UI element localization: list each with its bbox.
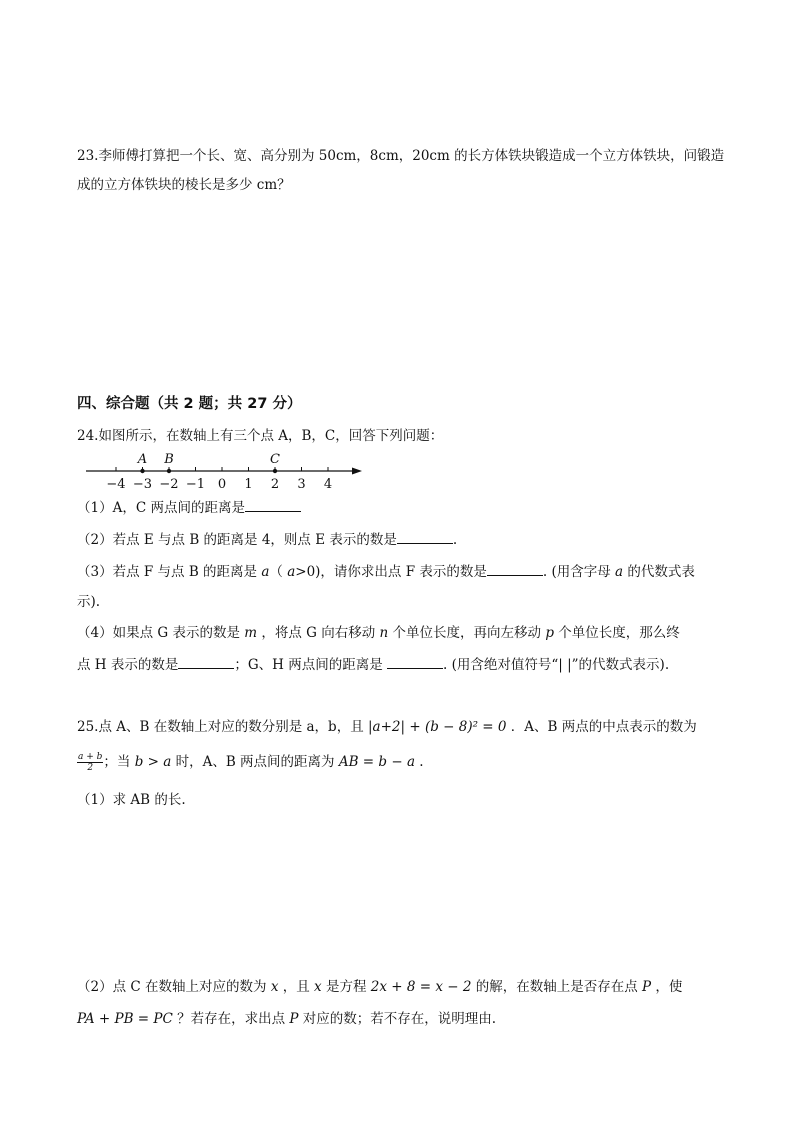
q24-part-3 <box>77 561 695 582</box>
q24-part-4-text-g: . (用含绝对值符号“| |”的代数式表示). <box>443 657 670 673</box>
point-label: C <box>270 452 280 467</box>
section-4-heading: 四、综合题（共 2 题；共 27 分） <box>77 396 302 412</box>
tick-label: 2 <box>270 477 280 492</box>
q24-part-4 <box>77 623 680 643</box>
q24-part-4-text-d: 个单位长度，那么终 <box>558 625 680 641</box>
answer-blank[interactable] <box>397 529 453 544</box>
q24-intro: 24.如图所示，在数轴上有三个点 A，B，C，回答下列问题： <box>77 428 444 444</box>
q24-part-3-line-2: 示). <box>77 594 101 610</box>
tick-label: 4 <box>323 477 333 492</box>
tick-label: 0 <box>217 477 227 492</box>
var-P: P <box>289 1011 299 1027</box>
q25-line-2 <box>77 752 424 773</box>
var-x: x <box>270 979 279 995</box>
point-dot <box>167 469 171 473</box>
q24-part-3-text-b: （ <box>269 564 283 580</box>
var-a: a <box>287 564 296 580</box>
q24-part-4-text-f: ；G、H 两点间的距离是 <box>234 657 383 673</box>
q25-part-2-text-g: 对应的数；若不存在，说明理由. <box>302 1011 497 1027</box>
q24-part-2 <box>77 529 457 550</box>
tick-label: −2 <box>159 477 179 492</box>
q25-part-1: （1）求 AB 的长. <box>77 792 186 808</box>
q24-part-2-end: . <box>452 532 458 548</box>
q24-part-1-text: （1）A，C 两点间的距离是 <box>77 500 245 516</box>
point-label: A <box>137 452 148 467</box>
q25-part-2-text-d: 的解，在数轴上是否存在点 <box>475 979 638 995</box>
tick-label: −3 <box>132 477 153 492</box>
q24-part-4-line-2 <box>77 654 669 675</box>
q25-line-1 <box>77 717 697 737</box>
q24-part-4-text-e: 点 H 表示的数是 <box>77 657 179 673</box>
axis-arrow-icon <box>352 468 362 475</box>
q25-condition: b > a <box>134 754 172 770</box>
q25-part-2-text-b: ，且 <box>282 979 310 995</box>
tick-label: −1 <box>185 477 206 492</box>
q25-text-d: 时，A、B 两点间的距离为 <box>175 754 335 770</box>
q23-line-2: 成的立方体铁块的棱长是多少 cm？ <box>77 177 291 193</box>
fraction-numerator: a + b <box>78 752 103 762</box>
q25-part-2-equation: 2x + 8 = x − 2 <box>370 979 472 995</box>
tick-label: 3 <box>297 477 306 492</box>
q24-part-2-text: （2）若点 E 与点 B 的距离是 4，则点 E 表示的数是 <box>77 532 397 548</box>
q25-part-2-line-2 <box>77 1009 496 1029</box>
var-x: x <box>314 979 322 995</box>
q25-part-2 <box>77 977 682 997</box>
point-dot <box>273 469 277 473</box>
q25-part-2-text-f: ？若存在，求出点 <box>177 1011 286 1027</box>
q25-text-b: ．A、B 两点的中点表示的数为 <box>510 719 697 735</box>
tick-label: 1 <box>244 477 253 492</box>
q24-part-3-text-d: . (用含字母 <box>542 564 611 580</box>
var-m: m <box>244 625 258 641</box>
point-dot <box>140 469 144 473</box>
var-a: a <box>615 564 624 580</box>
q24-part-3-text-a: （3）若点 F 与点 B 的距离是 <box>77 564 258 580</box>
midpoint-fraction <box>77 752 103 773</box>
answer-blank[interactable] <box>387 654 443 669</box>
q24-part-1 <box>77 497 301 518</box>
q25-text-e: . <box>419 754 424 770</box>
fraction-denominator: 2 <box>87 763 94 773</box>
q25-part-2-text-a: （2）点 C 在数轴上对应的数为 <box>77 979 267 995</box>
answer-blank[interactable] <box>245 497 301 512</box>
q24-part-3-text-c: >0)，请你求出点 F 表示的数是 <box>295 564 487 580</box>
q24-part-3-text-e: 的代数式表 <box>627 564 695 580</box>
answer-blank[interactable] <box>487 561 543 576</box>
q25-distance-formula: AB = b − a <box>338 754 415 770</box>
var-P: P <box>642 979 652 995</box>
answer-blank[interactable] <box>178 654 234 669</box>
q25-part-2-equation-2: PA + PB = PC <box>77 1011 173 1027</box>
point-label: B <box>164 452 174 467</box>
q25-part-2-text-e: ，使 <box>655 979 683 995</box>
var-p: p <box>545 625 554 641</box>
q23-line-1: 23.李师傅打算把一个长、宽、高分别为 50cm，8cm，20cm 的长方体铁块锻造成一个立方体铁块，问锻造 <box>77 148 725 164</box>
var-n: n <box>379 625 389 641</box>
q24-part-4-text-b: ，将点 G 向右移动 <box>261 625 376 641</box>
tick-label: −4 <box>106 477 126 492</box>
number-line <box>80 446 370 494</box>
q24-part-4-text-a: （4）如果点 G 表示的数是 <box>77 625 240 641</box>
var-a: a <box>261 564 270 580</box>
q25-part-2-text-c: 是方程 <box>325 979 367 995</box>
q25-text-a: 25.点 A、B 在数轴上对应的数分别是 a，b，且 <box>77 719 364 735</box>
q25-equation: |a+2| + (b − 8)² = 0 <box>368 719 507 735</box>
q25-text-c: ；当 <box>103 754 131 770</box>
q24-part-4-text-c: 个单位长度，再向左移动 <box>392 625 542 641</box>
